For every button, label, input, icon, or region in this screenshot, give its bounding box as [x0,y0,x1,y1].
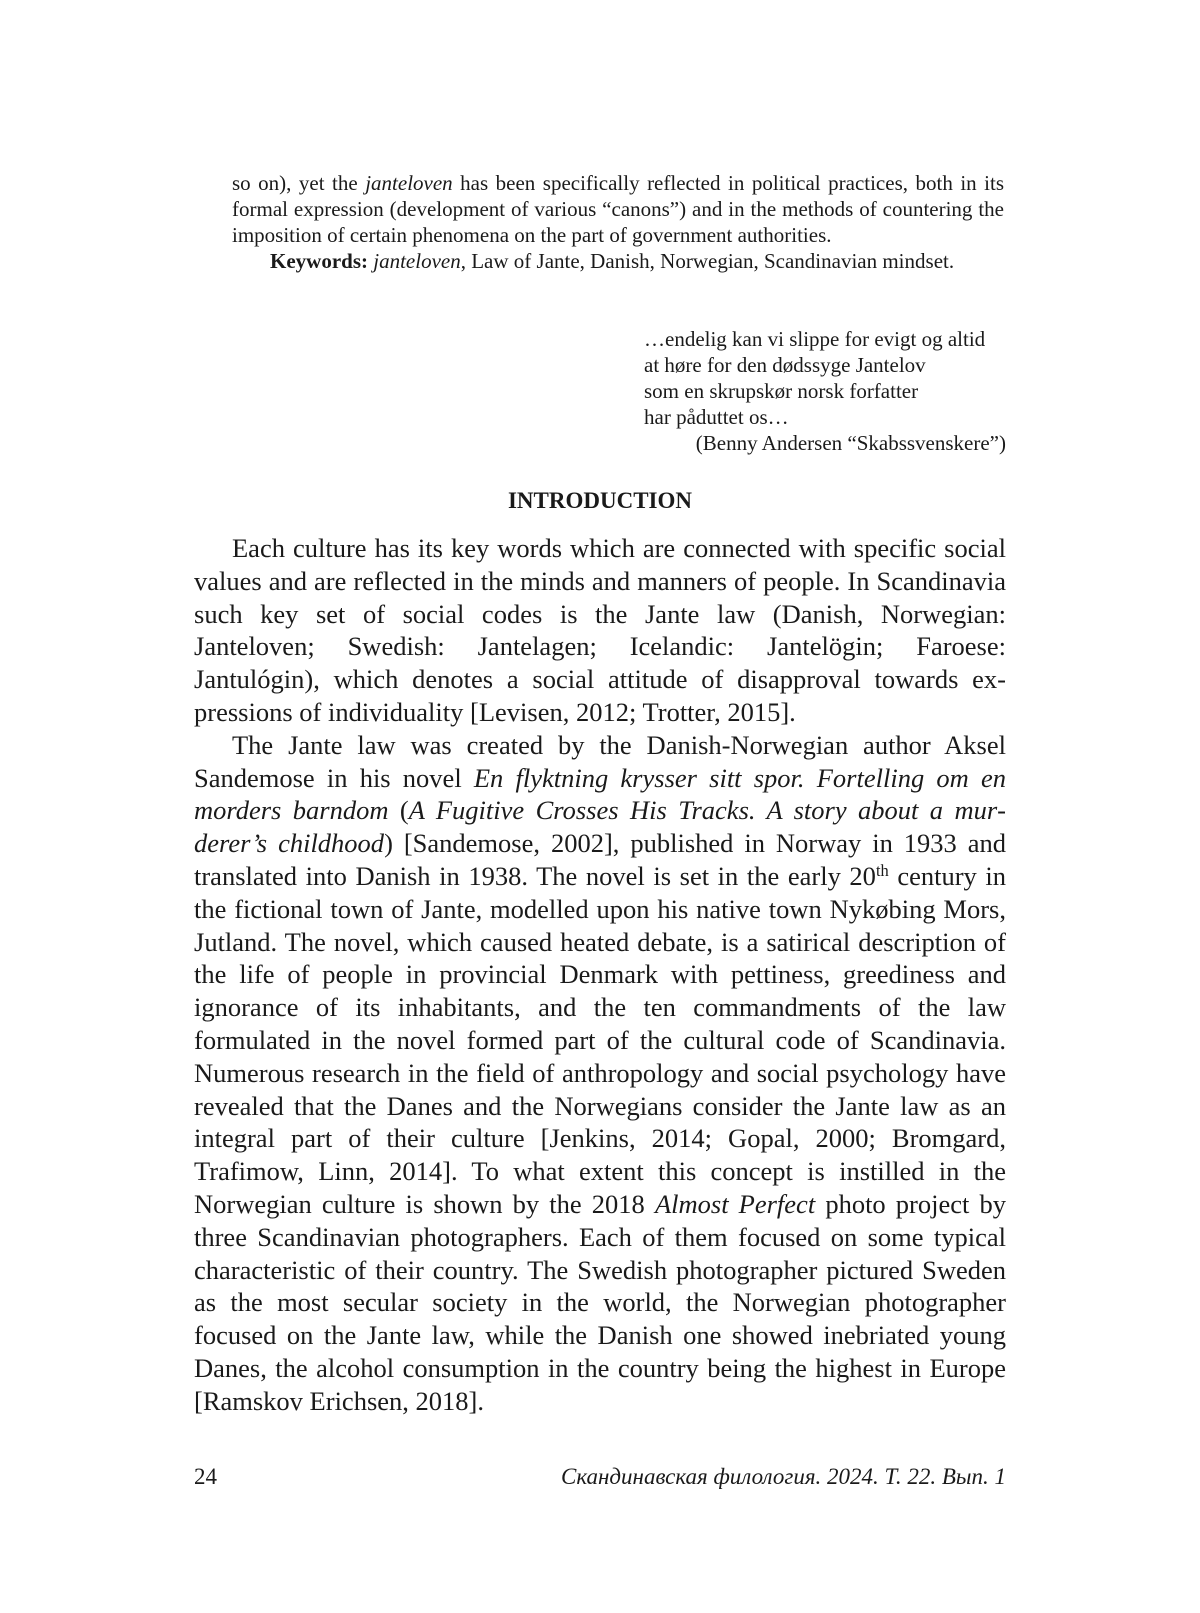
epigraph [644,326,1006,456]
paragraph-text: photo project by three Scandinavian photographers. Each of them focused on some typical characteristic of their country. The Swedish photographer pictured Sweden as the most secular society in the world, the Norwegian photographer focused on the Jante law, while the Danish one showed inebriated young Danes, the alcohol consumption in the country being the highest in Europe [Ramskov Erichsen, 2018]. [194,1188,1006,1416]
ordinal-superscript: th [875,860,889,880]
epigraph-line: som en skrupskør norsk forfatter [644,379,919,403]
project-title: Almost Perfect [654,1188,816,1219]
abstract-text-part: has been specifically reflected in political practices, both in its formal expression (development of various “canons”) and in the methods of countering the imposition of certain phenomena on the part of government authorities. [232,171,1004,247]
epigraph-line: …endelig kan vi slippe for evigt og altid [644,327,986,351]
abstract-term: janteloven [365,171,453,195]
paragraph-text: ) [Sandemose, 2002], published in Norway in 1933 and translated into Danish in 1938. The novel is set in the early 20 [194,828,1006,891]
section-heading: INTRODUCTION [507,488,693,513]
epigraph-source: (Benny Andersen “Skabssvenskere”) [695,431,1006,455]
paragraph-2 [194,729,1006,1418]
introduction-body [194,532,1006,1418]
abstract-text-part: so on), yet the [232,171,366,195]
novel-title-translation: A Fugitive Crosses His Tracks. A story about a murderer’s childhood [194,795,1006,859]
keywords-line [232,248,1004,274]
page-number: 24 [194,1464,217,1489]
keywords-term: janteloven [373,249,461,273]
paragraph-text: The Jante law was created by the Danish-Norwegian author Aksel Sandemose in his novel [194,729,1006,793]
epigraph-line: at høre for den dødssyge Jantelov [644,353,926,377]
abstract-text [232,170,1004,248]
novel-title: En flyktning krysser sitt spor. Fortelling om en morders barndom [194,762,1006,826]
journal-citation: Скандинавская филология. 2024. Т. 22. Вып. 1 [560,1464,1006,1489]
abstract-tail [232,170,1004,274]
paragraph-text: ( [388,795,409,826]
keywords-list: , Law of Jante, Danish, Norwegian, Scandinavian mindset. [460,249,955,273]
epigraph-line: har påduttet os… [644,405,789,429]
keywords-label: Keywords: [270,249,368,273]
paragraph-1: Each culture has its key words which are connected with specific social values and are reflected in the minds and manners of people. In Scandinavia such key set of social codes is the Jante law (Danish, Norwegian: Janteloven; Swedish: Jantelagen; Icelandic: Jantelögin; Faroese: Jantulógin), which denotes a social attitude of disapproval towards expressions of individuality [Levisen, 2012; Trotter, 2015]. [194,533,1006,727]
paragraph-text: century in the fictional town of Jante, modelled upon his native town Nykøbing Mors, Jutland. The novel, which caused heated debate, is a satirical description of the life of people in provincial Denmark with pettiness, greediness and ignorance of its inhabitants, and the ten commandments of the law formulated in the novel formed part of the cultural code of Scandinavia. Numerous research in the field of anthropology and social psychology have revealed that the Danes and the Norwegians consider the Jante law as an integral part of their culture [Jenkins, 2014; Gopal, 2000; Bromgard, Trafimow, Linn, 2014]. To what extent this concept is instilled in the Norwegian culture is shown by the 2018 [194,860,1006,1219]
